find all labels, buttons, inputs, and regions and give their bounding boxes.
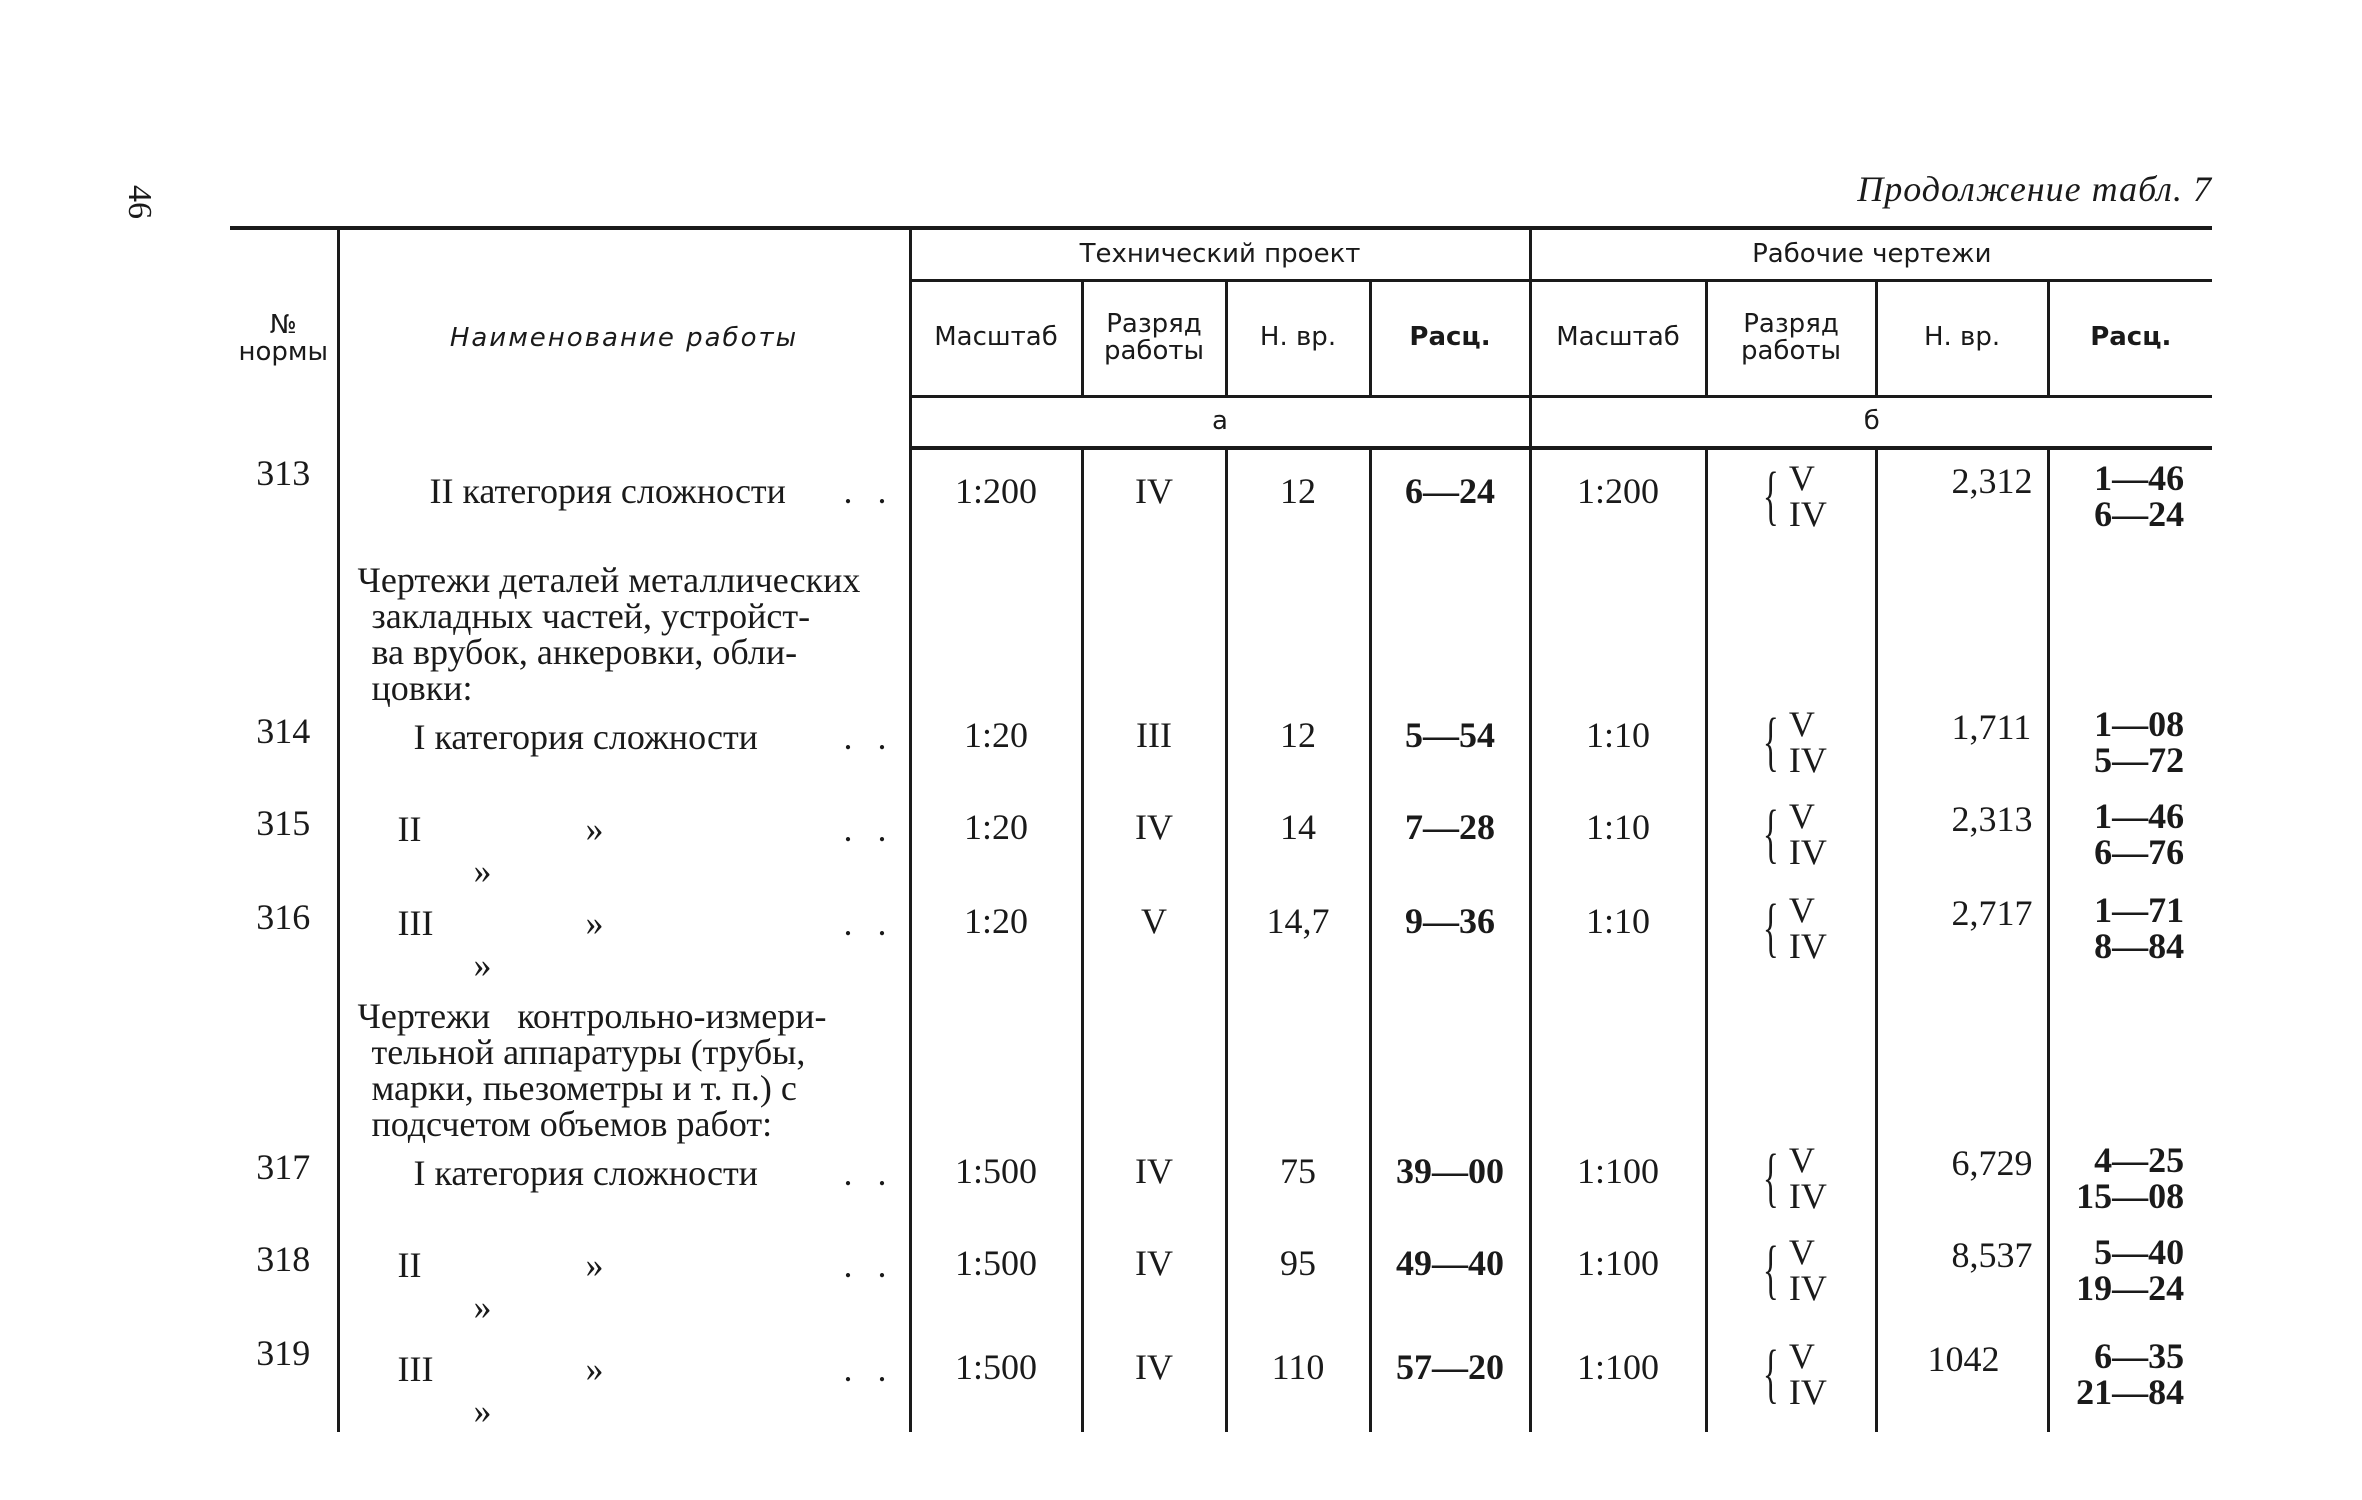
tp-rate: 49—40	[1370, 1234, 1530, 1328]
wd-time: 1,711	[1876, 706, 2048, 798]
tp-time: 14	[1226, 798, 1370, 892]
tp-grade: IV	[1082, 448, 1226, 552]
wd-grade: { V IV	[1706, 1234, 1876, 1328]
tp-grade: IV	[1082, 798, 1226, 892]
tp-scale: 1:500	[910, 1142, 1082, 1234]
wd-scale: 1:10	[1530, 706, 1706, 798]
tp-scale: 1:500	[910, 1234, 1082, 1328]
wd-time: 1042	[1876, 1328, 2048, 1432]
wd-scale: 1:100	[1530, 1142, 1706, 1234]
norm-no: 317	[256, 1147, 311, 1187]
wd-rate: 4—25 15—08	[2048, 1142, 2212, 1234]
wd-scale: 1:100	[1530, 1234, 1706, 1328]
header-tech-project: Технический проект	[910, 228, 1530, 280]
tp-grade: V	[1082, 892, 1226, 986]
wd-grade: { V IV	[1706, 448, 1876, 552]
tp-grade: IV	[1082, 1234, 1226, 1328]
norm-no: 318	[256, 1239, 311, 1279]
header-sub-a: а	[910, 396, 1530, 448]
work-name: I категория сложности . .	[338, 1142, 910, 1234]
tp-time: 12	[1226, 448, 1370, 552]
header-wd-scale: Масштаб	[1530, 280, 1706, 396]
wd-scale: 1:10	[1530, 892, 1706, 986]
header-sub-b: б	[1530, 396, 2212, 448]
table-row	[230, 798, 2212, 892]
norm-no: 316	[256, 897, 311, 937]
page-number: 46	[121, 185, 158, 219]
tp-rate: 57—20	[1370, 1328, 1530, 1432]
wd-grade: { V IV	[1706, 1142, 1876, 1234]
work-name: III »» . .	[338, 892, 910, 986]
tp-scale: 1:500	[910, 1328, 1082, 1432]
wd-scale: 1:200	[1530, 448, 1706, 552]
table-row	[230, 1234, 2212, 1328]
header-tp-grade: Разряд работы	[1082, 280, 1226, 396]
work-name: II категория сложности . .	[338, 448, 910, 552]
wd-rate: 1—71 8—84	[2048, 892, 2212, 986]
tp-rate: 5—54	[1370, 706, 1530, 798]
wd-rate: 1—46 6—24	[2048, 448, 2212, 552]
wd-time: 2,717	[1876, 892, 2048, 986]
tp-scale: 1:200	[910, 448, 1082, 552]
work-name: II »» . .	[338, 1234, 910, 1328]
table-header	[230, 228, 2212, 448]
tp-time: 75	[1226, 1142, 1370, 1234]
table-row	[230, 1142, 2212, 1234]
tp-rate: 6—24	[1370, 448, 1530, 552]
norm-no: 314	[256, 711, 311, 751]
tp-grade: III	[1082, 706, 1226, 798]
wd-grade: { V IV	[1706, 706, 1876, 798]
tp-time: 12	[1226, 706, 1370, 798]
wd-grade: { V IV	[1706, 798, 1876, 892]
tp-time: 110	[1226, 1328, 1370, 1432]
header-norm-no: № нормы	[230, 228, 338, 448]
header-tp-scale: Масштаб	[910, 280, 1082, 396]
norm-no: 319	[256, 1333, 311, 1373]
wd-scale: 1:10	[1530, 798, 1706, 892]
tp-rate: 7—28	[1370, 798, 1530, 892]
table-body	[230, 448, 2212, 1432]
table-caption: Продолжение табл. 7	[1857, 169, 2212, 209]
section-heading: Чертежи контрольно-измери- тельной аппаратуры (трубы, марки, пьезометры и т. п.) с подсчетом объемов работ:	[338, 986, 910, 1142]
table-row	[230, 892, 2212, 986]
wd-rate: 1—08 5—72	[2048, 706, 2212, 798]
tp-rate: 9—36	[1370, 892, 1530, 986]
section-row	[230, 986, 2212, 1142]
wd-scale: 1:100	[1530, 1328, 1706, 1432]
header-wd-grade: Разряд работы	[1706, 280, 1876, 396]
header-wd-rate: Расц.	[2048, 280, 2212, 396]
wd-time: 2,312	[1876, 448, 2048, 552]
work-name: II »» . .	[338, 798, 910, 892]
section-row	[230, 552, 2212, 706]
header-tp-time: Н. вр.	[1226, 280, 1370, 396]
header-work-name: Наименование работы	[338, 228, 910, 448]
header-tp-rate: Расц.	[1370, 280, 1530, 396]
wd-rate: 5—40 19—24	[2048, 1234, 2212, 1328]
wd-grade: { V IV	[1706, 1328, 1876, 1432]
tp-scale: 1:20	[910, 706, 1082, 798]
table-row	[230, 1328, 2212, 1432]
header-working-drawings: Рабочие чертежи	[1530, 228, 2212, 280]
tp-grade: IV	[1082, 1142, 1226, 1234]
wd-time: 8,537	[1876, 1234, 2048, 1328]
wd-time: 2,313	[1876, 798, 2048, 892]
norm-no: 313	[256, 453, 311, 493]
wd-time: 6,729	[1876, 1142, 2048, 1234]
tp-time: 95	[1226, 1234, 1370, 1328]
tp-time: 14,7	[1226, 892, 1370, 986]
table-row	[230, 448, 2212, 552]
wd-rate: 1—46 6—76	[2048, 798, 2212, 892]
tp-grade: IV	[1082, 1328, 1226, 1432]
wd-rate: 6—35 21—84	[2048, 1328, 2212, 1432]
header-wd-time: Н. вр.	[1876, 280, 2048, 396]
tp-scale: 1:20	[910, 798, 1082, 892]
work-name: I категория сложности . .	[338, 706, 910, 798]
norm-no: 315	[256, 803, 311, 843]
table-row	[230, 706, 2212, 798]
tp-rate: 39—00	[1370, 1142, 1530, 1234]
work-name: III »» . .	[338, 1328, 910, 1432]
section-heading: Чертежи деталей металлических закладных частей, устройст- ва врубок, анкеровки, обли- цовки:	[338, 552, 910, 706]
tp-scale: 1:20	[910, 892, 1082, 986]
wd-grade: { V IV	[1706, 892, 1876, 986]
norms-table	[230, 226, 2212, 1432]
